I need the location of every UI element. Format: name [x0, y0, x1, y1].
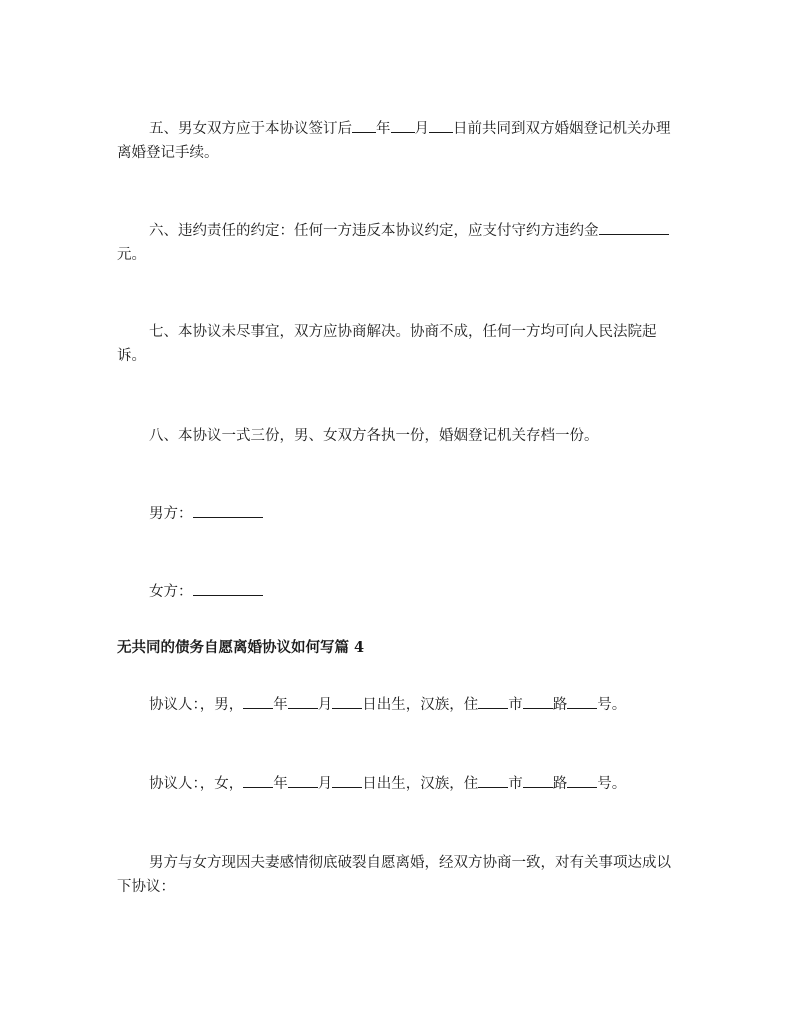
clause-five-text-b: 日前共同到双方婚姻登记机关办理离婚登记手续。 [117, 121, 671, 161]
party-prefix: 协议人：， [149, 697, 215, 713]
party-sep: ， [228, 697, 244, 713]
clause-five [117, 117, 683, 165]
month-label: 月 [317, 776, 333, 792]
section-heading: 无共同的债务自愿离婚协议如何写篇 4 [117, 639, 365, 656]
male-signature-blank [193, 502, 263, 518]
party-sep: ， [228, 776, 244, 792]
birth-month-blank [288, 772, 318, 788]
party-line-female [117, 772, 683, 796]
female-signature-label: 女方： [149, 584, 193, 600]
number-blank [567, 772, 597, 788]
clause-six [117, 219, 683, 267]
male-signature-line [117, 502, 683, 526]
female-signature-blank [193, 580, 263, 596]
clause-five-month: 月 [414, 121, 429, 137]
number-label: 号。 [597, 776, 627, 792]
male-signature-label: 男方： [149, 506, 193, 522]
party-prefix: 协议人：， [149, 776, 215, 792]
birth-year-blank [243, 693, 273, 709]
road-blank [523, 693, 553, 709]
birth-month-blank [288, 693, 318, 709]
city-label: 市 [508, 697, 523, 713]
city-label: 市 [508, 776, 523, 792]
road-blank [523, 772, 553, 788]
clause-seven: 七、本协议未尽事宜，双方应协商解决。协商不成，任何一方均可向人民法院起诉。 [117, 324, 657, 364]
female-signature-line [117, 580, 683, 604]
born-label: 日出生，汉族，住 [362, 697, 479, 713]
party-gender: 女 [214, 776, 229, 792]
agreement-preamble: 男方与女方现因夫妻感情彻底破裂自愿离婚，经双方协商一致，对有关事项达成以下协议： [117, 855, 671, 895]
birth-day-blank [332, 693, 362, 709]
city-blank [478, 772, 508, 788]
penalty-amount-blank [599, 219, 669, 235]
number-label: 号。 [597, 697, 627, 713]
road-label: 路 [552, 697, 568, 713]
birth-day-blank [332, 772, 362, 788]
year-blank [352, 117, 376, 133]
clause-eight: 八、本协议一式三份，男、女双方各执一份，婚姻登记机关存档一份。 [149, 428, 599, 444]
party-gender: 男 [214, 697, 229, 713]
year-label: 年 [273, 776, 288, 792]
clause-six-text: 六、违约责任的约定：任何一方违反本协议约定，应支付守约方违约金 [149, 223, 599, 239]
birth-year-blank [243, 772, 273, 788]
clause-five-text-a: 五、男女双方应于本协议签订后 [149, 121, 352, 137]
day-blank [429, 117, 453, 133]
year-label: 年 [273, 697, 288, 713]
month-blank [391, 117, 415, 133]
number-blank [567, 693, 597, 709]
city-blank [478, 693, 508, 709]
born-label: 日出生，汉族，住 [362, 776, 479, 792]
clause-five-year: 年 [376, 121, 391, 137]
party-line-male [117, 693, 683, 717]
road-label: 路 [552, 776, 568, 792]
clause-six-unit: 元。 [117, 247, 146, 263]
month-label: 月 [317, 697, 333, 713]
